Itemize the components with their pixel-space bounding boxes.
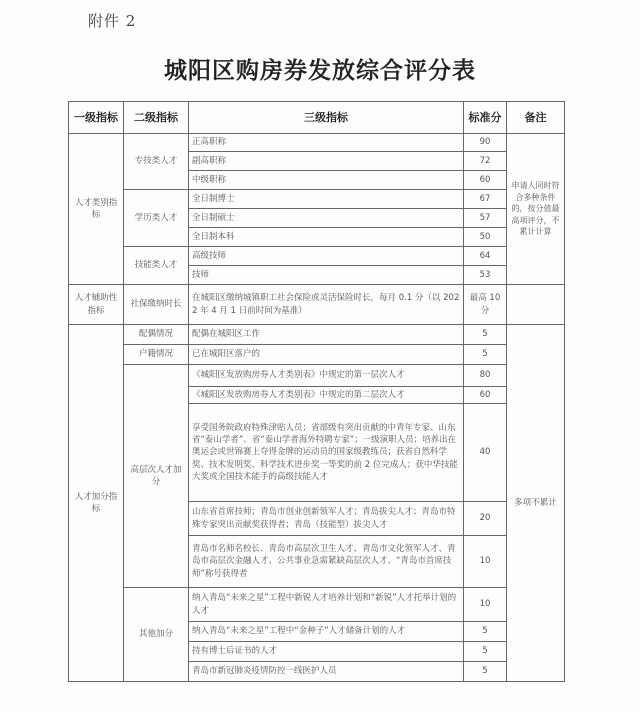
talent-note: 申请人同时符合多种条件的，按分值最高项评分，不累计计算 [507, 134, 565, 285]
table-cell-item: 《城阳区发放购房券人才类别表》中规定的第二层次人才 [189, 387, 464, 404]
table-cell-item: 配偶在城阳区工作 [189, 325, 464, 345]
table-cell-item: 技师 [189, 266, 464, 285]
table-cell-item: 《城阳区发放购房券人才类别表》中规定的第一层次人才 [189, 365, 464, 387]
header-score: 标准分 [464, 102, 507, 134]
bonus-note: 多项不累计 [507, 325, 565, 682]
header-level2: 二级指标 [124, 102, 189, 134]
table-cell-score: 57 [464, 209, 507, 228]
table-cell-item: 全日制博士 [189, 190, 464, 209]
table-cell-score: 10 [464, 536, 507, 588]
table-row [69, 365, 565, 387]
table-cell-score: 10 [464, 588, 507, 622]
table-cell-score: 50 [464, 228, 507, 247]
table-cell-score: 67 [464, 190, 507, 209]
table-cell-note-empty [507, 285, 565, 325]
table-cell-score: 5 [464, 325, 507, 345]
header-level1: 一级指标 [69, 102, 124, 134]
table-cell-score: 80 [464, 365, 507, 387]
table-cell-score: 5 [464, 622, 507, 642]
table-cell-score: 64 [464, 247, 507, 266]
table-cell-score: 60 [464, 171, 507, 190]
table-cell-item: 正高职称 [189, 134, 464, 152]
page-title: 城阳区购房券发放综合评分表 [164, 58, 476, 84]
table-header-row [69, 102, 565, 134]
level2-professional: 专技类人才 [124, 134, 189, 190]
table-row [69, 190, 565, 209]
table-row [69, 588, 565, 622]
table-cell-score: 5 [464, 662, 507, 682]
table-row [69, 247, 565, 266]
level1-bonus: 人才加分指标 [69, 325, 124, 682]
attachment-label: 附件 2 [88, 12, 137, 30]
table-cell-item: 青岛市新冠肺炎疫情防控一线医护人员 [189, 662, 464, 682]
level2-high-level: 高层次人才加分 [124, 365, 189, 588]
table-cell-score: 60 [464, 387, 507, 404]
header-note: 备注 [507, 102, 565, 134]
table-cell-score: 72 [464, 152, 507, 171]
level2-skill: 技能类人才 [124, 247, 189, 285]
level2-insurance: 社保缴纳时长 [124, 285, 189, 325]
level1-talent: 人才类别指标 [69, 134, 124, 285]
table-row [69, 285, 565, 325]
level2-hukou: 户籍情况 [124, 345, 189, 365]
level1-insurance: 人才辅助性指标 [69, 285, 124, 325]
table-cell-item: 纳入青岛“未来之星”工程中新锐人才培养计划和“新锐”人才托举计划的人才 [189, 588, 464, 622]
header-level3: 三级指标 [189, 102, 464, 134]
table-cell-score: 40 [464, 404, 507, 502]
score-table [68, 101, 565, 682]
table-cell-item: 在城阳区缴纳城镇职工社会保险或灵活保险时长，每月 0.1 分（以 2022 年 4 月 1 日前时间为基准） [189, 285, 464, 325]
table-cell-score: 90 [464, 134, 507, 152]
table-cell-item: 享受国务院政府特殊津贴人员；省部级有突出贡献的中青年专家、山东省“泰山学者”、省“泰山学者海外特聘专家”；一级演职人员；培养出在奥运会或世锦赛上夺得金牌的运动员的国家级教练员；获省自然科学奖、技术发明奖、科学技术进步奖一等奖的前 2 位完成人；获中华技能大奖或全国技术能手的高级技能人才 [189, 404, 464, 502]
table-cell-item: 高级技师 [189, 247, 464, 266]
level2-spouse: 配偶情况 [124, 325, 189, 345]
table-cell-item: 已在城阳区落户的 [189, 345, 464, 365]
level2-education: 学历类人才 [124, 190, 189, 247]
table-cell-score: 20 [464, 502, 507, 536]
table-cell-item: 副高职称 [189, 152, 464, 171]
table-cell-item: 中级职称 [189, 171, 464, 190]
table-row [69, 345, 565, 365]
table-row [69, 134, 565, 152]
table-cell-item: 全日制本科 [189, 228, 464, 247]
table-cell-item: 青岛市名师名校长、青岛市高层次卫生人才、青岛市文化领军人才、青岛市高层次金融人才、公共事业急需紧缺高层次人才、“青岛市首席技师”称号获得者 [189, 536, 464, 588]
table-cell-item: 持有博士后证书的人才 [189, 642, 464, 662]
table-cell-score: 5 [464, 345, 507, 365]
table-cell-item: 山东省首席技师；青岛市创业创新领军人才；青岛拔尖人才；青岛市特殊专家突出贡献奖获得者；青岛（技能型）拔尖人才 [189, 502, 464, 536]
table-cell-score: 最高 10 分 [464, 285, 507, 325]
table-cell-score: 53 [464, 266, 507, 285]
table-cell-score: 5 [464, 642, 507, 662]
table-cell-item: 全日制硕士 [189, 209, 464, 228]
table-row [69, 325, 565, 345]
table-cell-item: 纳入青岛“未来之星”工程中“金种子”人才储备计划的人才 [189, 622, 464, 642]
level2-other: 其他加分 [124, 588, 189, 682]
